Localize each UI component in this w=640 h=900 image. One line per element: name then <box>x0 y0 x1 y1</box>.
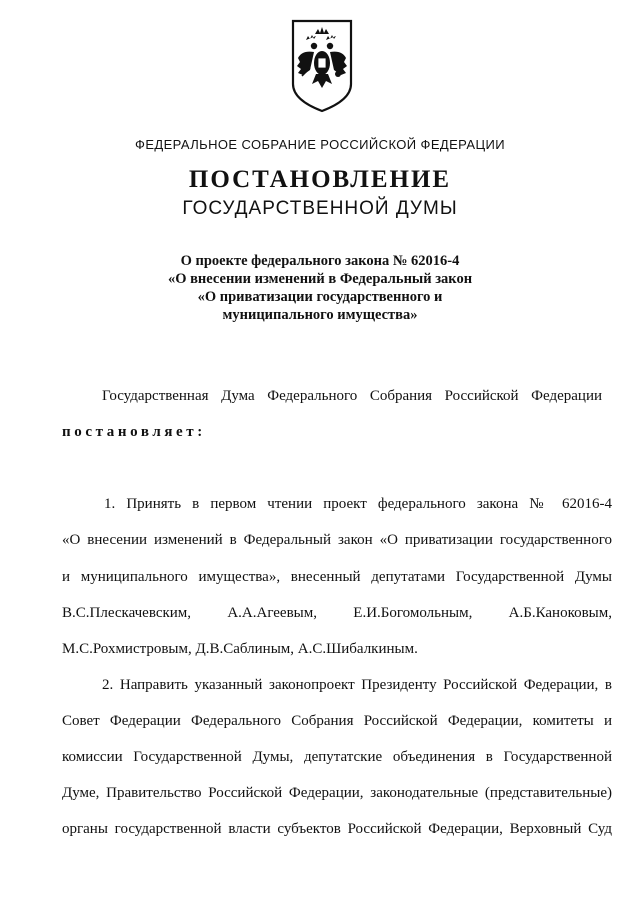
document-subject <box>0 252 640 324</box>
paragraph-2-line: 2. Направить указанный законопроект Президенту Российской Федерации, в <box>102 677 612 693</box>
subject-line: О проекте федерального закона № 62016-4 <box>180 253 460 269</box>
paragraph-2-line: Совет Федерации Федерального Собрания Российской Федерации, комитеты и <box>62 713 612 729</box>
paragraph-2-line: органы государственной власти субъектов Российской Федерации, Верховный Суд <box>62 821 612 837</box>
subject-line: «О приватизации государственного и <box>197 289 443 305</box>
parliament-name: ФЕДЕРАЛЬНОЕ СОБРАНИЕ РОССИЙСКОЙ ФЕДЕРАЦИИ <box>135 137 505 152</box>
paragraph-1-line: и муниципального имущества», внесенный депутатами Государственной Думы <box>62 569 612 585</box>
paragraph-1-line: М.С.Рохмистровым, Д.В.Саблиным, А.С.Шибалкиным. <box>62 641 418 657</box>
paragraph-1-line: В.С.Плескачевским, А.А.Агеевым, Е.И.Богомольным, А.Б.Каноковым, <box>62 605 612 621</box>
subject-line: «О внесении изменений в Федеральный закон <box>167 271 473 287</box>
paragraph-2-line: Думе, Правительство Российской Федерации, законодательные (представительные) <box>62 785 612 801</box>
preamble: Государственная Дума Федерального Собрания Российской Федерации <box>102 388 602 404</box>
paragraph-1-line: «О внесении изменений в Федеральный закон «О приватизации государственного <box>62 532 612 548</box>
subject-line: муниципального имущества» <box>222 307 418 323</box>
issuing-body: ГОСУДАРСТВЕННОЙ ДУМЫ <box>182 198 458 219</box>
paragraph-1-line: 1. Принять в первом чтении проект федерального закона № 62016-4 <box>104 496 612 512</box>
resolves-word: постановляет: <box>62 424 206 440</box>
paragraph-2-line: комиссии Государственной Думы, депутатские объединения в Государственной <box>62 749 612 765</box>
document-type: ПОСТАНОВЛЕНИЕ <box>188 166 452 193</box>
russian-coat-of-arms-icon <box>290 18 354 114</box>
